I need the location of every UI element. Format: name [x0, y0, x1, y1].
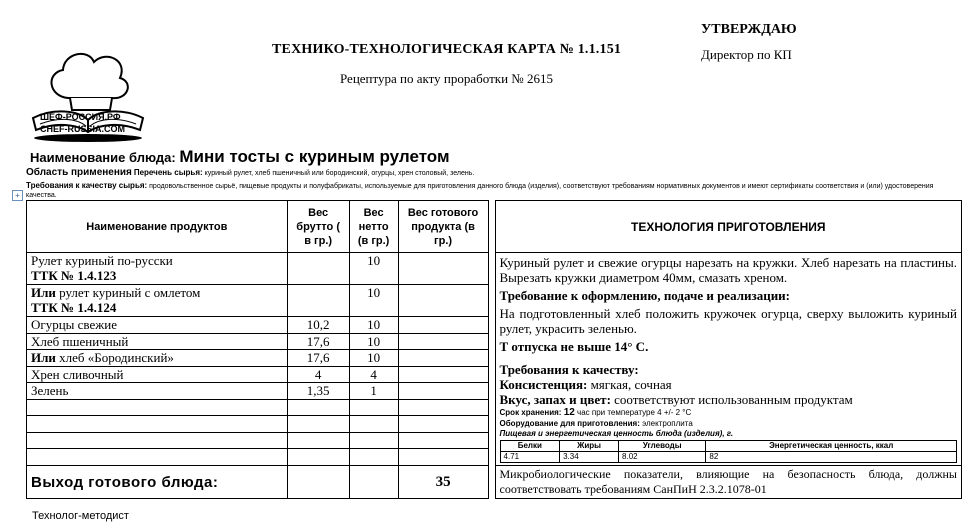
quality-req-label: Требования к качеству сырья:: [26, 181, 148, 190]
director-label: Директор по КП: [701, 47, 792, 62]
ready-cell: [398, 366, 488, 383]
yield-label-text: Выход готового блюда:: [31, 473, 219, 491]
product-name-text: Рулет куриный по-русски: [31, 253, 173, 268]
storage-label: Срок хранения:: [499, 408, 562, 417]
ready-cell: [398, 317, 488, 334]
taste-label: Вкус, запах и цвет:: [499, 392, 611, 407]
product-name: [27, 285, 288, 317]
product-prefix: Или: [31, 350, 56, 366]
approve-label: УТВЕРЖДАЮ: [701, 22, 797, 37]
quality-title: Требования к качеству:: [499, 362, 639, 377]
scope-line: [26, 168, 966, 178]
gross-cell: 4: [287, 366, 349, 383]
logo-line-2: CHEF-RUSSIA.COM: [40, 124, 125, 134]
dish-name: Мини тосты с куриным рулетом: [179, 147, 450, 166]
net-cell: 10: [349, 253, 398, 285]
dish-name-line: [30, 147, 450, 167]
technology-text: [495, 253, 961, 466]
equipment-line: [500, 418, 957, 429]
net-cell: 10: [349, 317, 398, 334]
net-cell: 1: [349, 383, 398, 400]
consistency-label: Консистенция:: [499, 377, 588, 392]
header-name: Наименование продуктов: [27, 201, 288, 253]
recipe-table: [26, 200, 962, 499]
tech-p3: На подготовленный хлеб положить кружочек огурца, сверху выложить куриный рулет, украсить зеленью.: [499, 306, 957, 336]
ready-cell: [398, 333, 488, 350]
taste-value: соответствуют использованным продуктам: [610, 392, 853, 407]
table-move-handle-icon[interactable]: +: [12, 190, 23, 201]
tech-p2-title: Требование к оформлению, подаче и реализации:: [499, 288, 791, 303]
header-tech: ТЕХНОЛОГИЯ ПРИГОТОВЛЕНИЯ: [495, 201, 961, 253]
gross-cell: 1,35: [287, 383, 349, 400]
product-ttk: ТТК № 1.4.123: [31, 268, 117, 283]
gross-cell: [287, 285, 349, 317]
nutr-header-energy: Энергетическая ценность, ккал: [706, 441, 957, 452]
equipment-label: Оборудование для приготовления:: [499, 419, 640, 428]
product-name-text: хлеб «Бородинский»: [55, 350, 174, 366]
net-cell: 10: [349, 350, 398, 367]
yield-value: 35: [398, 466, 488, 499]
gross-cell: 17,6: [287, 350, 349, 367]
logo-text: [40, 111, 125, 135]
nutr-protein: 4.71: [500, 452, 560, 463]
product-name: [27, 350, 288, 367]
product-name-text: рулет куриный с омлетом: [55, 285, 201, 301]
ready-cell: [398, 285, 488, 317]
nutr-energy: 82: [706, 452, 957, 463]
tech-p1: Куриный рулет и свежие огурцы нарезать на кружки. Хлеб нарезать на пластины. Вырезать кружки диаметром 40мм, смазать хреном.: [499, 255, 957, 285]
ready-cell: [398, 383, 488, 400]
product-name: [27, 253, 288, 285]
yield-label: [27, 466, 288, 499]
product-name: Зелень: [27, 383, 288, 400]
scope-label: Область применения: [26, 167, 132, 178]
nutrition-table: [500, 440, 957, 463]
ready-cell: [398, 350, 488, 367]
nutr-header-fat: Жиры: [560, 441, 619, 452]
nutrition-title: Пищевая и энергетическая ценность блюда (изделия), г.: [499, 429, 734, 438]
logo-line-1: ШЕФ-РОССИЯ.РФ: [40, 112, 121, 122]
raw-text: куриный рулет, хлеб пшеничный или бородинский, огурцы, хрен столовый, зелень.: [204, 170, 475, 177]
header-gross: Вес брутто ( в гр.): [287, 201, 349, 253]
product-name: Хлеб пшеничный: [27, 333, 288, 350]
product-prefix: Или: [31, 285, 56, 301]
product-name: Хрен сливочный: [27, 366, 288, 383]
consistency-value: мягкая, сочная: [587, 377, 672, 392]
taste-line: [500, 392, 957, 407]
storage-hours: 12: [563, 407, 575, 418]
header-ready: Вес готового продукта (в гр.): [398, 201, 488, 253]
table-header-row: [27, 201, 962, 253]
nutr-carbs: 8.02: [619, 452, 706, 463]
page-title: ТЕХНИКО-ТЕХНОЛОГИЧЕСКАЯ КАРТА № 1.1.151: [272, 42, 622, 57]
nutr-header-carbs: Углеводы: [619, 441, 706, 452]
page-subtitle: Рецептура по акту проработки № 2615: [340, 71, 553, 86]
nutr-header-protein: Белки: [500, 441, 560, 452]
storage-line: [500, 407, 957, 418]
dish-label: Наименование блюда:: [30, 150, 176, 165]
quality-req-text: продовольственное сырьё, пищевые продукты и полуфабрикаты, используемые для приготовления данного блюда (изделия), соответствуют требованиям нормативных документов и имеют сертификаты соответствия и (или) удостоверения качества.: [26, 183, 934, 199]
quality-req-line: [26, 181, 966, 200]
gross-cell: 10,2: [287, 317, 349, 334]
net-cell: 10: [349, 285, 398, 317]
raw-label: Перечень сырья:: [133, 168, 203, 177]
net-cell: 4: [349, 366, 398, 383]
footer-signature: Технолог-методист: [32, 510, 129, 522]
gross-cell: [287, 253, 349, 285]
nutr-fat: 3.34: [560, 452, 619, 463]
equipment-value: электроплита: [639, 419, 693, 428]
tech-p4: Т отпуска не выше 14° С.: [499, 339, 649, 354]
consistency-line: [500, 377, 957, 392]
net-cell: 10: [349, 333, 398, 350]
ready-cell: [398, 253, 488, 285]
storage-text: час при температуре 4 +/- 2 °С: [574, 408, 692, 417]
product-ttk: ТТК № 1.4.124: [31, 300, 117, 316]
gross-cell: 17,6: [287, 333, 349, 350]
header-net: Вес нетто (в гр.): [349, 201, 398, 253]
microbiology-text: Микробиологические показатели, влияющие на безопасность блюда, должны соответствовать требованиям СанПиН 2.3.2.1078-01: [495, 466, 961, 499]
product-name: Огурцы свежие: [27, 317, 288, 334]
